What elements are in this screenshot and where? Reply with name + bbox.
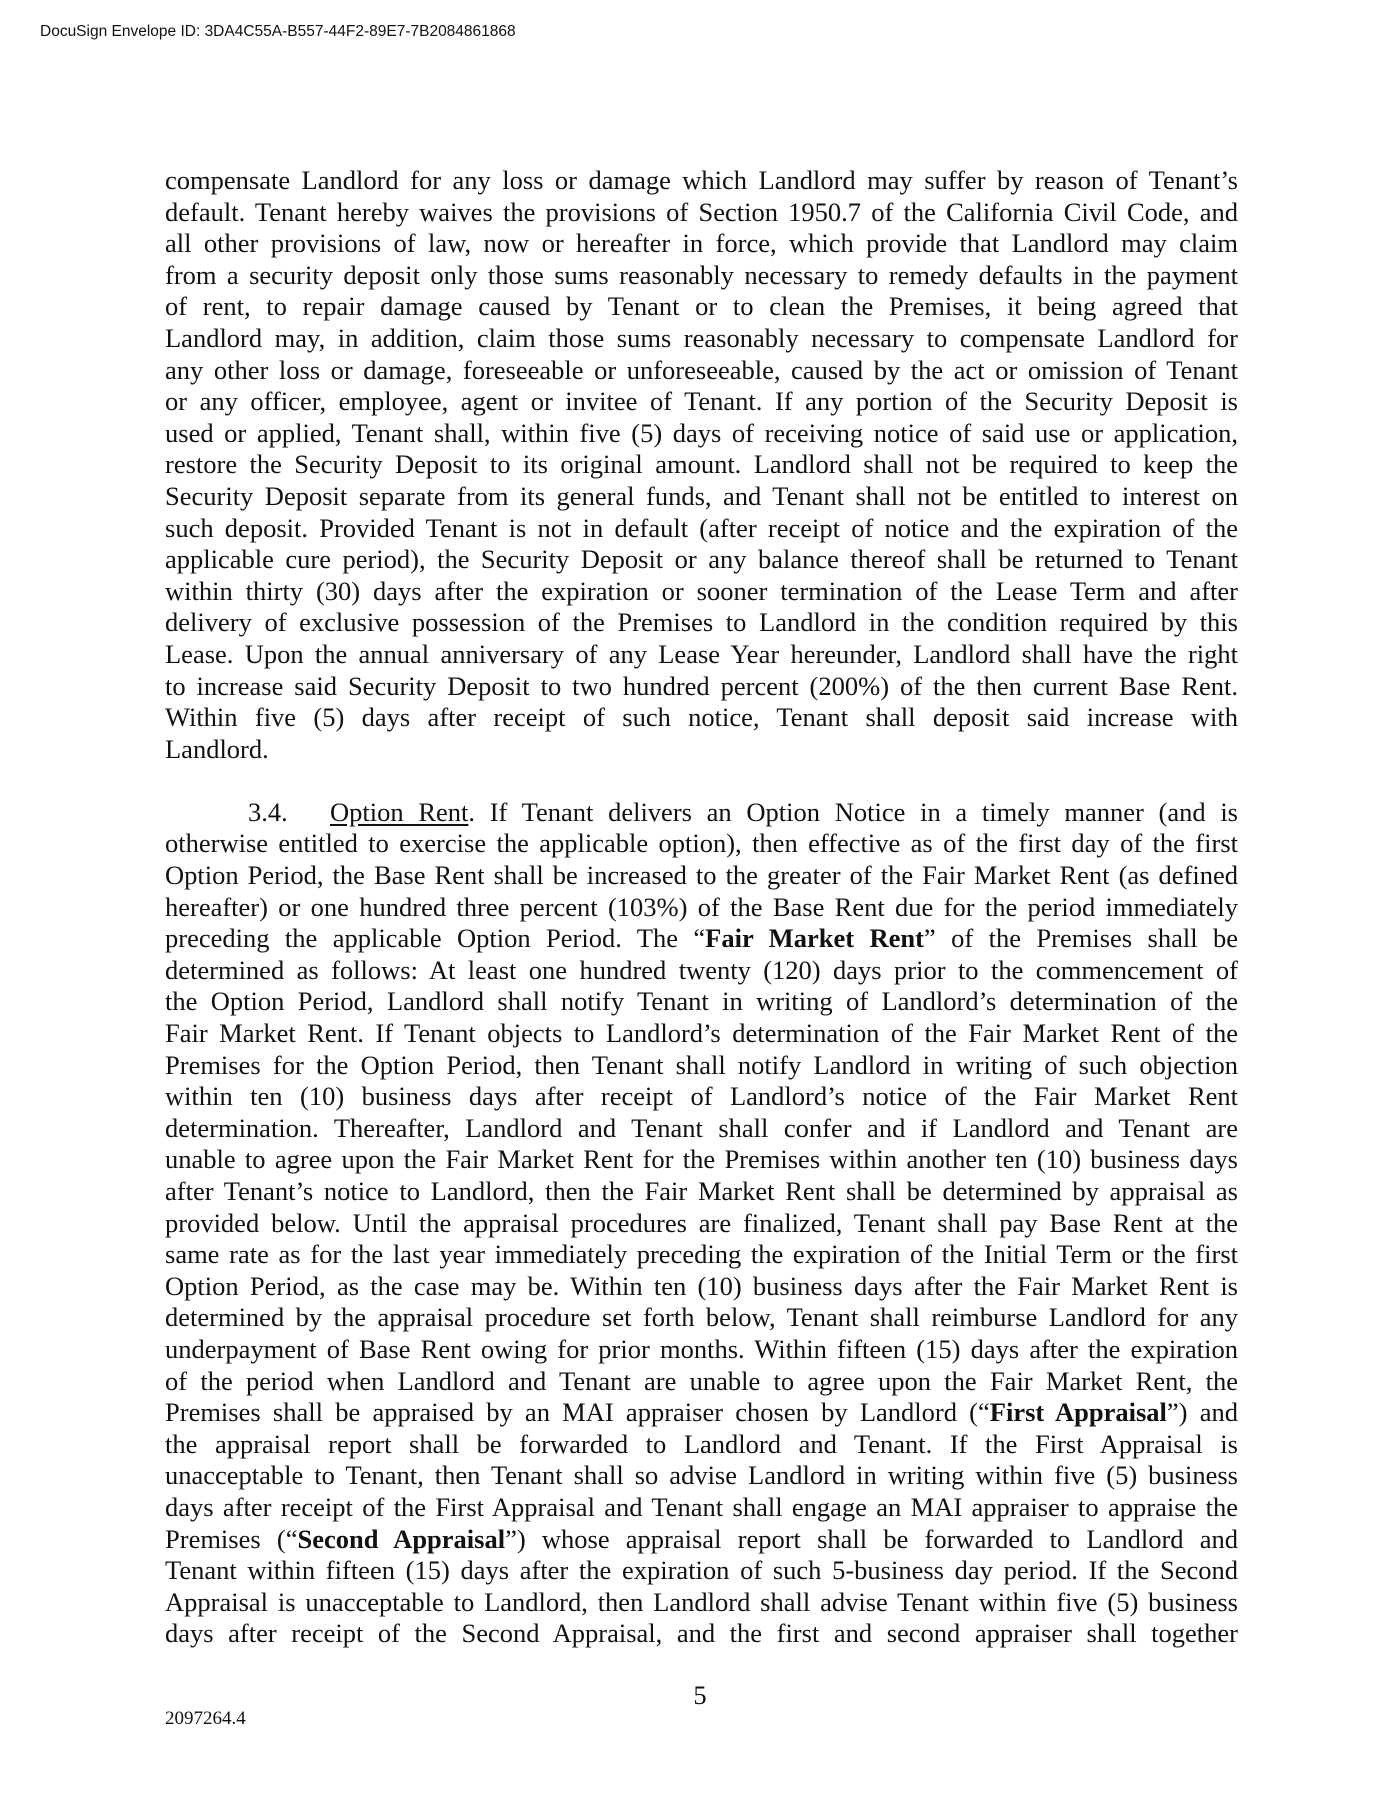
text-line: within thirty (30) days after the expiration or sooner termination of the Lease Term and after [165, 575, 1238, 606]
section-number: 3.4. [248, 796, 288, 827]
text-run: Premises shall be appraised by an MAI appraiser chosen by Landlord (“ [165, 1397, 990, 1428]
text-run: ” of the Premises shall be [923, 923, 1238, 954]
defined-term-first-appraisal: First Appraisal [989, 1397, 1167, 1428]
document-body [165, 165, 1238, 1650]
text-line: such deposit. Provided Tenant is not in default (after receipt of notice and the expiration of the [165, 512, 1238, 543]
text-line: Within five (5) days after receipt of such notice, Tenant shall deposit said increase with [165, 702, 1238, 733]
text-line: days after receipt of the Second Appraisal, and the first and second appraiser shall together [165, 1618, 1238, 1649]
fair-market-rent-definition-line [165, 923, 1238, 955]
second-appraisal-definition-line [165, 1524, 1238, 1556]
text-line: Landlord may, in addition, claim those sums reasonably necessary to compensate Landlord for [165, 322, 1238, 353]
text-line: compensate Landlord for any loss or damage which Landlord may suffer by reason of Tenant’s [165, 165, 1238, 195]
text-line: of rent, to repair damage caused by Tenant or to clean the Premises, it being agreed that [165, 291, 1238, 322]
text-line: Premises for the Option Period, then Tenant shall notify Landlord in writing of such objection [165, 1049, 1238, 1080]
text-line: any other loss or damage, foreseeable or unforeseeable, caused by the act or omission of Tenant [165, 354, 1238, 385]
section-heading-line [165, 797, 1238, 829]
text-line: underpayment of Base Rent owing for prior months. Within fifteen (15) days after the expiration [165, 1333, 1238, 1364]
page-number: 5 [693, 1680, 707, 1710]
text-line: hereafter) or one hundred three percent (103%) of the Base Rent due for the period immediately [165, 891, 1238, 922]
text-line: from a security deposit only those sums reasonably necessary to remedy defaults in the payment [165, 259, 1238, 290]
text-line: determined as follows: At least one hundred twenty (120) days prior to the commencement of [165, 954, 1238, 985]
text-line: unacceptable to Tenant, then Tenant shall so advise Landlord in writing within five (5) business [165, 1460, 1238, 1491]
text-line: unable to agree upon the Fair Market Rent for the Premises within another ten (10) business days [165, 1144, 1238, 1175]
text-line: to increase said Security Deposit to two hundred percent (200%) of the then current Base Rent. [165, 670, 1238, 701]
text-line: all other provisions of law, now or hereafter in force, which provide that Landlord may claim [165, 228, 1238, 259]
text-run: preceding the applicable Option Period. The “ [165, 923, 706, 954]
text-line: Tenant within fifteen (15) days after the expiration of such 5-business day period. If the Second [165, 1555, 1238, 1586]
text-line: the Option Period, Landlord shall notify Tenant in writing of Landlord’s determination of the [165, 986, 1238, 1017]
security-deposit-paragraph [165, 165, 1238, 765]
text-line: Security Deposit separate from its general funds, and Tenant shall not be entitled to interest on [165, 480, 1238, 511]
text-line: Fair Market Rent. If Tenant objects to Landlord’s determination of the Fair Market Rent of the [165, 1018, 1238, 1049]
text-run: ”) and [1166, 1397, 1239, 1428]
text-line: same rate as for the last year immediately preceding the expiration of the Initial Term or the first [165, 1239, 1238, 1270]
section-first-line-text: . If Tenant delivers an Option Notice in a timely manner (and is [468, 796, 1238, 827]
text-run: Premises (“ [165, 1523, 298, 1554]
text-line: determination. Thereafter, Landlord and Tenant shall confer and if Landlord and Tenant are [165, 1112, 1238, 1143]
text-line: otherwise entitled to exercise the applicable option), then effective as of the first day of the first [165, 828, 1238, 859]
section-3-4-option-rent [165, 797, 1238, 1650]
text-line: delivery of exclusive possession of the Premises to Landlord in the condition required by this [165, 607, 1238, 638]
text-line: applicable cure period), the Security Deposit or any balance thereof shall be returned to Tenant [165, 544, 1238, 575]
text-line: determined by the appraisal procedure set forth below, Tenant shall reimburse Landlord for any [165, 1302, 1238, 1333]
section-title: Option Rent [330, 796, 469, 827]
text-line: Option Period, the Base Rent shall be increased to the greater of the Fair Market Rent (as defined [165, 860, 1238, 891]
text-line: restore the Security Deposit to its original amount. Landlord shall not be required to keep the [165, 449, 1238, 480]
text-line: Appraisal is unacceptable to Landlord, then Landlord shall advise Tenant within five (5) business [165, 1586, 1238, 1617]
text-line: days after receipt of the First Appraisal and Tenant shall engage an MAI appraiser to appraise the [165, 1491, 1238, 1522]
text-line: used or applied, Tenant shall, within five (5) days of receiving notice of said use or application, [165, 417, 1238, 448]
text-line: default. Tenant hereby waives the provisions of Section 1950.7 of the California Civil Code, and [165, 196, 1238, 227]
document-number: 2097264.4 [165, 1708, 246, 1729]
text-line: the appraisal report shall be forwarded to Landlord and Tenant. If the First Appraisal is [165, 1428, 1238, 1459]
defined-term-second-appraisal: Second Appraisal [297, 1523, 506, 1554]
text-line: Lease. Upon the annual anniversary of any Lease Year hereunder, Landlord shall have the right [165, 638, 1238, 669]
first-appraisal-definition-line [165, 1397, 1238, 1429]
text-line: Landlord. [165, 733, 269, 764]
defined-term-fair-market-rent: Fair Market Rent [705, 923, 924, 954]
docusign-envelope-id: DocuSign Envelope ID: 3DA4C55A-B557-44F2-89E7-7B2084861868 [40, 23, 516, 40]
text-run: ”) whose appraisal report shall be forwarded to Landlord and [505, 1523, 1238, 1554]
text-line: Option Period, as the case may be. Within ten (10) business days after the Fair Market Rent is [165, 1270, 1238, 1301]
text-line: within ten (10) business days after receipt of Landlord’s notice of the Fair Market Rent [165, 1081, 1238, 1112]
text-line: or any officer, employee, agent or invitee of Tenant. If any portion of the Security Deposit is [165, 386, 1238, 417]
text-line: of the period when Landlord and Tenant are unable to agree upon the Fair Market Rent, the [165, 1365, 1238, 1396]
text-line: provided below. Until the appraisal procedures are finalized, Tenant shall pay Base Rent at the [165, 1207, 1238, 1238]
text-line: after Tenant’s notice to Landlord, then the Fair Market Rent shall be determined by appraisal as [165, 1176, 1238, 1206]
